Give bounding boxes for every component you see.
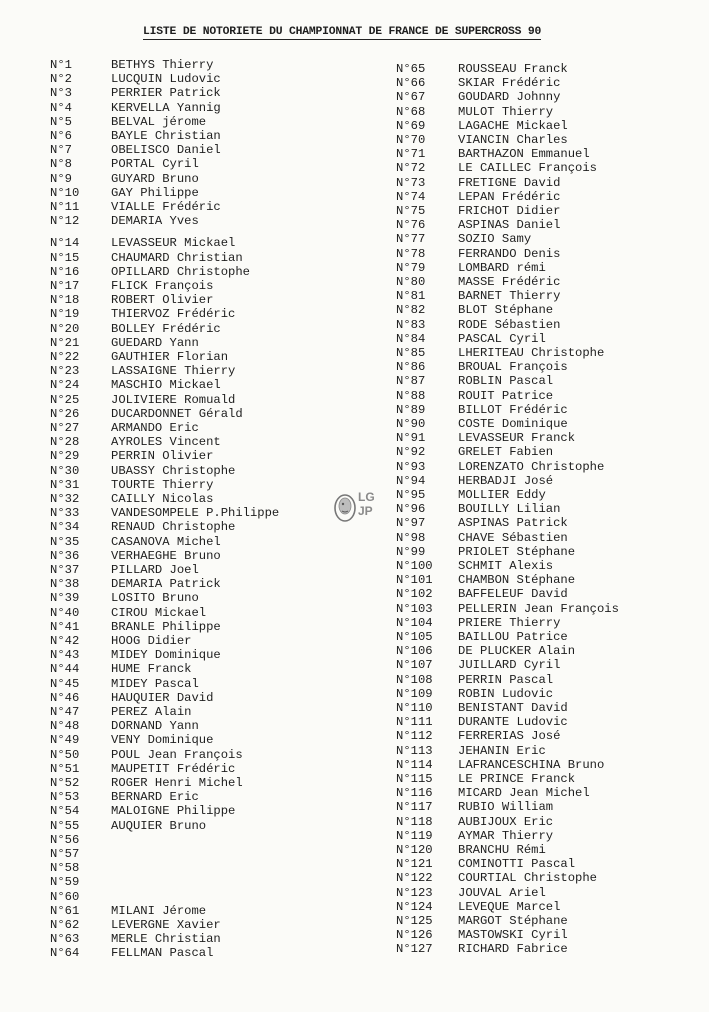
rider-number: N°33 <box>50 506 80 521</box>
rider-name: PERRIER Patrick <box>111 86 221 101</box>
rider-name: RUBIO William <box>458 800 554 815</box>
rider-number: N°97 <box>396 516 426 531</box>
rider-name: ROUSSEAU Franck <box>458 62 568 76</box>
rider-name: PRIERE Thierry <box>458 615 561 630</box>
rider-number: N°101 <box>396 573 433 588</box>
rider-number: N°96 <box>396 502 426 517</box>
rider-number: N°87 <box>396 374 426 389</box>
rider-name: GUYARD Bruno <box>111 171 199 186</box>
rider-number: N°70 <box>396 133 426 147</box>
rider-name: ARMANDO Eric <box>111 421 199 435</box>
rider-name: MILANI Jérome <box>111 903 207 918</box>
rider-name: POUL Jean François <box>111 747 243 762</box>
rider-number: N°125 <box>396 914 433 928</box>
rider-number: N°62 <box>50 918 80 932</box>
rider-name: BROUAL François <box>458 360 568 375</box>
rider-number: N°21 <box>50 335 80 350</box>
rider-name: FLICK François <box>111 279 214 293</box>
rider-number: N°6 <box>50 129 72 143</box>
rider-number: N°63 <box>50 932 80 947</box>
rider-number: N°40 <box>50 605 80 620</box>
rider-number: N°42 <box>50 634 80 648</box>
rider-number: N°69 <box>396 118 426 133</box>
rider-name: TOURTE Thierry <box>111 477 214 492</box>
rider-number: N°24 <box>50 378 80 393</box>
rider-name: PERRIN Olivier <box>111 449 214 464</box>
rider-name: MALOIGNE Philippe <box>111 804 236 819</box>
rider-name: BRANCHU Rémi <box>458 843 546 857</box>
rider-number: N°83 <box>396 317 426 332</box>
rider-name: DURANTE Ludovic <box>458 715 568 730</box>
rider-name: MIDEY Pascal <box>111 676 199 691</box>
rider-number: N°100 <box>396 559 433 573</box>
rider-name: VERHAEGHE Bruno <box>111 548 221 563</box>
rider-name: LEVEQUE Marcel <box>458 899 561 914</box>
rider-name: PRIOLET Stéphane <box>458 544 576 559</box>
rider-number: N°34 <box>50 520 80 535</box>
rider-number: N°108 <box>396 672 433 687</box>
rider-number: N°64 <box>50 946 80 961</box>
rider-number: N°2 <box>50 72 72 87</box>
rider-name: RICHARD Fabrice <box>458 942 568 957</box>
rider-name: PEREZ Alain <box>111 705 192 719</box>
rider-number: N°5 <box>50 114 72 129</box>
rider-name: CHAVE Sébastien <box>458 530 568 545</box>
rider-name: DUCARDONNET Gérald <box>111 406 243 421</box>
rider-number: N°55 <box>50 818 80 833</box>
rider-number: N°120 <box>396 843 433 857</box>
rider-name: RENAUD Christophe <box>111 520 236 535</box>
rider-number: N°20 <box>50 321 80 336</box>
rider-name: CHAUMARD Christian <box>111 250 243 265</box>
rider-name: CASANOVA Michel <box>111 534 221 549</box>
rider-name: LOSITO Bruno <box>111 591 199 606</box>
rider-number: N°26 <box>50 406 80 421</box>
rider-number: N°77 <box>396 232 426 247</box>
watermark-text-line1: LG <box>358 490 375 504</box>
rider-name: UBASSY Christophe <box>111 463 236 478</box>
rider-number: N°67 <box>396 90 426 105</box>
rider-name: HOOG Didier <box>111 634 192 648</box>
rider-name: LEPAN Frédéric <box>458 189 561 204</box>
rider-name: MARGOT Stéphane <box>458 914 568 928</box>
rider-name: MASCHIO Mickael <box>111 378 221 393</box>
rider-name: PERRIN Pascal <box>458 672 554 687</box>
rider-number: N°122 <box>396 871 433 886</box>
rider-name: DE PLUCKER Alain <box>458 644 576 659</box>
rider-number: N°103 <box>396 601 433 616</box>
rider-number: N°19 <box>50 307 80 322</box>
rider-name: BAYLE Christian <box>111 129 221 143</box>
rider-number: N°41 <box>50 619 80 634</box>
rider-name: BOLLEY Frédéric <box>111 321 221 336</box>
rider-number: N°98 <box>396 530 426 545</box>
rider-number: N°50 <box>50 747 80 762</box>
rider-number: N°93 <box>396 459 426 474</box>
rider-name: DORNAND Yann <box>111 719 199 734</box>
rider-name: HUME Franck <box>111 662 192 677</box>
rider-number: N°36 <box>50 548 80 563</box>
rider-number: N°9 <box>50 171 72 186</box>
rider-number: N°39 <box>50 591 80 606</box>
rider-name: JOUVAL Ariel <box>458 885 546 900</box>
watermark-text-line2: JP <box>358 504 373 518</box>
rider-number: N°59 <box>50 875 80 890</box>
rider-name: BARTHAZON Emmanuel <box>458 147 590 162</box>
rider-number: N°116 <box>396 786 433 801</box>
rider-name: KERVELLA Yannig <box>111 100 221 115</box>
rider-number: N°45 <box>50 676 80 691</box>
rider-name: BOUILLY Lilian <box>458 502 561 517</box>
rider-name: GAUTHIER Florian <box>111 350 229 364</box>
rider-number: N°44 <box>50 662 80 677</box>
rider-number: N°84 <box>396 331 426 346</box>
rider-number: N°48 <box>50 719 80 734</box>
rider-name: ROBIN Ludovic <box>458 686 554 701</box>
rider-number: N°32 <box>50 492 80 506</box>
rider-name: BENISTANT David <box>458 701 568 715</box>
rider-name: MASTOWSKI Cyril <box>458 928 568 943</box>
rider-number: N°95 <box>396 488 426 502</box>
rider-number: N°22 <box>50 350 80 364</box>
rider-number: N°118 <box>396 814 433 829</box>
rider-number: N°121 <box>396 857 433 872</box>
rider-name: DEMARIA Yves <box>111 214 199 229</box>
rider-number: N°38 <box>50 577 80 592</box>
rider-number: N°12 <box>50 214 80 229</box>
rider-name: JOLIVIERE Romuald <box>111 392 236 407</box>
rider-number: N°126 <box>396 928 433 943</box>
rider-name: COMINOTTI Pascal <box>458 857 576 872</box>
rider-number: N°51 <box>50 761 80 776</box>
rider-number: N°7 <box>50 143 72 158</box>
rider-name: VENY Dominique <box>111 733 214 748</box>
rider-number: N°91 <box>396 431 426 446</box>
rider-name: MAUPETIT Frédéric <box>111 761 236 776</box>
rider-name: MICARD Jean Michel <box>458 786 590 801</box>
rider-number: N°17 <box>50 279 80 293</box>
rider-name: PILLARD Joel <box>111 563 199 577</box>
rider-name: JUILLARD Cyril <box>458 658 561 673</box>
rider-number: N°102 <box>396 587 433 602</box>
rider-number: N°78 <box>396 246 426 261</box>
rider-name: LEVASSEUR Mickael <box>111 236 236 251</box>
rider-name: JEHANIN Eric <box>458 743 546 758</box>
rider-number: N°1 <box>50 58 72 72</box>
rider-number: N°75 <box>396 204 426 218</box>
rider-number: N°110 <box>396 701 433 715</box>
rider-name: VIALLE Frédéric <box>111 200 221 214</box>
rider-name: GOUDARD Johnny <box>458 90 561 105</box>
rider-name: GAY Philippe <box>111 185 199 200</box>
rider-number: N°106 <box>396 644 433 659</box>
rider-name: MULOT Thierry <box>458 104 554 119</box>
rider-name: GUEDARD Yann <box>111 335 199 350</box>
rider-number: N°72 <box>396 161 426 176</box>
rider-name: SCHMIT Alexis <box>458 559 554 573</box>
rider-name: BARNET Thierry <box>458 289 561 304</box>
rider-name: COSTE Dominique <box>458 417 568 431</box>
rider-name: DEMARIA Patrick <box>111 577 221 592</box>
rider-number: N°15 <box>50 250 80 265</box>
rider-name: LE CAILLEC François <box>458 161 597 176</box>
rider-number: N°127 <box>396 942 433 957</box>
rider-number: N°111 <box>396 715 433 730</box>
rider-number: N°30 <box>50 463 80 478</box>
rider-number: N°104 <box>396 615 433 630</box>
rider-number: N°35 <box>50 534 80 549</box>
rider-name: AYROLES Vincent <box>111 435 221 450</box>
rider-name: LOMBARD rémi <box>458 260 546 275</box>
rider-name: CAILLY Nicolas <box>111 492 214 506</box>
rider-number: N°23 <box>50 364 80 379</box>
rider-number: N°8 <box>50 157 72 172</box>
rider-name: FRICHOT Didier <box>458 204 561 218</box>
rider-name: PORTAL Cyril <box>111 157 199 172</box>
rider-name: LHERITEAU Christophe <box>458 346 605 360</box>
rider-number: N°81 <box>396 289 426 304</box>
rider-number: N°90 <box>396 417 426 431</box>
rider-number: N°46 <box>50 690 80 705</box>
rider-number: N°27 <box>50 421 80 435</box>
rider-name: LE PRINCE Franck <box>458 772 576 786</box>
rider-name: VANDESOMPELE P.Philippe <box>111 506 280 521</box>
rider-number: N°43 <box>50 648 80 663</box>
rider-number: N°68 <box>396 104 426 119</box>
rider-name: HAUQUIER David <box>111 690 214 705</box>
rider-number: N°114 <box>396 757 433 772</box>
rider-name: LAGACHE Mickael <box>458 118 568 133</box>
rider-number: N°3 <box>50 86 72 101</box>
rider-name: LAFRANCESCHINA Bruno <box>458 757 605 772</box>
rider-number: N°31 <box>50 477 80 492</box>
rider-name: PASCAL Cyril <box>458 331 546 346</box>
rider-name: AUQUIER Bruno <box>111 818 207 833</box>
rider-number: N°79 <box>396 260 426 275</box>
rider-name: SKIAR Frédéric <box>458 76 561 91</box>
rider-number: N°28 <box>50 435 80 450</box>
rider-name: FERRANDO Denis <box>458 246 561 261</box>
rider-name: AUBIJOUX Eric <box>458 814 554 829</box>
rider-number: N°124 <box>396 899 433 914</box>
rider-number: N°65 <box>396 62 426 76</box>
rider-number: N°61 <box>50 903 80 918</box>
rider-number: N°73 <box>396 175 426 190</box>
rider-number: N°11 <box>50 200 80 214</box>
rider-number: N°58 <box>50 861 80 876</box>
rider-number: N°105 <box>396 630 433 644</box>
page-title: LISTE DE NOTORIETE DU CHAMPIONNAT DE FRANCE DE SUPERCROSS 90 <box>143 26 542 38</box>
rider-name: BILLOT Frédéric <box>458 402 568 417</box>
rider-name: GRELET Fabien <box>458 445 554 460</box>
rider-number: N°89 <box>396 402 426 417</box>
rider-name: LEVASSEUR Franck <box>458 431 576 446</box>
rider-number: N°76 <box>396 218 426 233</box>
rider-number: N°109 <box>396 686 433 701</box>
rider-number: N°60 <box>50 889 80 904</box>
rider-number: N°115 <box>396 772 433 786</box>
rider-name: LEVERGNE Xavier <box>111 918 221 932</box>
rider-name: FRETIGNE David <box>458 175 561 190</box>
rider-number: N°66 <box>396 76 426 91</box>
rider-name: LASSAIGNE Thierry <box>111 364 236 379</box>
rider-name: ROGER Henri Michel <box>111 776 243 790</box>
rider-number: N°29 <box>50 449 80 464</box>
rider-name: BRANLE Philippe <box>111 619 221 634</box>
rider-name: COURTIAL Christophe <box>458 871 597 886</box>
rider-name: CHAMBON Stéphane <box>458 573 576 588</box>
rider-number: N°117 <box>396 800 433 815</box>
rider-number: N°88 <box>396 388 426 403</box>
rider-number: N°71 <box>396 147 426 162</box>
rider-number: N°80 <box>396 275 426 289</box>
rider-name: FERRERIAS José <box>458 729 561 744</box>
rider-name: ROBLIN Pascal <box>458 374 554 389</box>
rider-number: N°14 <box>50 236 80 251</box>
rider-number: N°52 <box>50 776 80 790</box>
rider-name: BLOT Stéphane <box>458 303 554 318</box>
rider-name: MASSE Frédéric <box>458 275 561 289</box>
rider-number: N°10 <box>50 185 80 200</box>
rider-number: N°123 <box>396 885 433 900</box>
rider-number: N°92 <box>396 445 426 460</box>
rider-number: N°4 <box>50 100 72 115</box>
rider-name: BERNARD Eric <box>111 790 199 805</box>
rider-name: CIROU Mickael <box>111 605 207 620</box>
rider-name: RODE Sébastien <box>458 317 561 332</box>
rider-name: ASPINAS Patrick <box>458 516 568 531</box>
rider-name: MIDEY Dominique <box>111 648 221 663</box>
rider-number: N°99 <box>396 544 426 559</box>
rider-number: N°119 <box>396 828 433 843</box>
rider-name: OBELISCO Daniel <box>111 143 221 158</box>
watermark-logo <box>333 488 381 528</box>
rider-number: N°94 <box>396 473 426 488</box>
rider-name: OPILLARD Christophe <box>111 264 250 279</box>
rider-number: N°82 <box>396 303 426 318</box>
rider-number: N°37 <box>50 563 80 577</box>
rider-name: ASPINAS Daniel <box>458 218 561 233</box>
rider-number: N°54 <box>50 804 80 819</box>
rider-name: SOZIO Samy <box>458 232 532 247</box>
rider-name: MERLE Christian <box>111 932 221 947</box>
rider-number: N°113 <box>396 743 433 758</box>
rider-number: N°47 <box>50 705 80 719</box>
rider-name: BELVAL jérome <box>111 114 207 129</box>
rider-name: ROBERT Olivier <box>111 293 214 308</box>
rider-name: BAILLOU Patrice <box>458 630 568 644</box>
rider-name: BAFFELEUF David <box>458 587 568 602</box>
rider-name: AYMAR Thierry <box>458 828 554 843</box>
rider-name: FELLMAN Pascal <box>111 946 214 961</box>
rider-number: N°53 <box>50 790 80 805</box>
rider-number: N°16 <box>50 264 80 279</box>
rider-name: ROUIT Patrice <box>458 388 554 403</box>
rider-name: PELLERIN Jean François <box>458 601 619 616</box>
rider-name: LUCQUIN Ludovic <box>111 72 221 87</box>
rider-number: N°56 <box>50 832 80 847</box>
rider-name: THIERVOZ Frédéric <box>111 307 236 322</box>
rider-name: BETHYS Thierry <box>111 58 214 72</box>
rider-name: VIANCIN Charles <box>458 133 568 147</box>
rider-name: LORENZATO Christophe <box>458 459 605 474</box>
rider-number: N°86 <box>396 360 426 375</box>
rider-name: HERBADJI José <box>458 473 554 488</box>
rider-name: MOLLIER Eddy <box>458 488 546 502</box>
rider-number: N°85 <box>396 346 426 360</box>
rider-number: N°18 <box>50 293 80 308</box>
rider-number: N°74 <box>396 189 426 204</box>
rider-number: N°112 <box>396 729 433 744</box>
rider-number: N°57 <box>50 847 80 861</box>
rider-number: N°49 <box>50 733 80 748</box>
rider-number: N°107 <box>396 658 433 673</box>
rider-number: N°25 <box>50 392 80 407</box>
